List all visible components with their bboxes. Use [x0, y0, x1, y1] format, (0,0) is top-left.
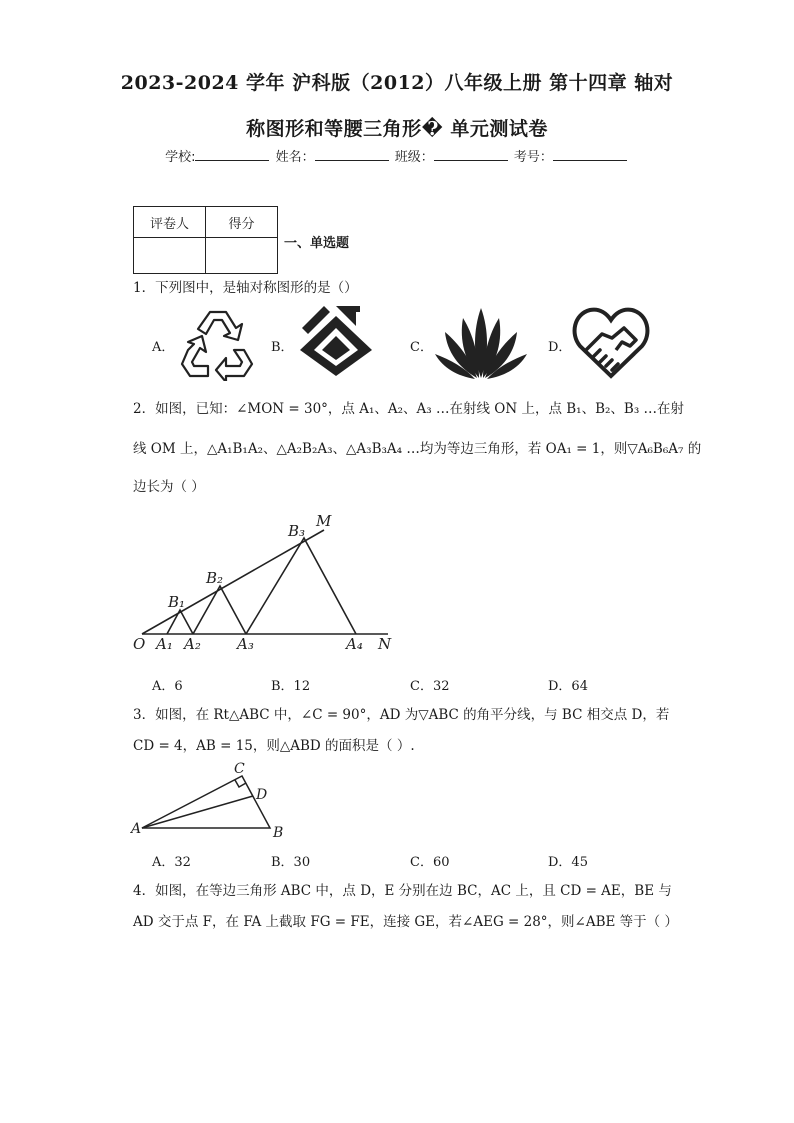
student-info-line: [0, 146, 794, 165]
q2-line2: 线 OM 上，△A₁B₁A₂、△A₂B₂A₃、△A₃B₃A₄ …均为等边三角形，若 OA₁ = 1，则▽A₆B₆A₇ 的: [133, 441, 702, 457]
q1-option-d-label: D．: [548, 340, 572, 355]
exam-number-blank[interactable]: [553, 148, 627, 161]
label-a: A: [131, 821, 142, 837]
q3-option-b[interactable]: B．30: [271, 855, 311, 870]
score-cell[interactable]: [206, 238, 278, 274]
triangle-3: [246, 538, 356, 634]
abstract-logo-icon: [298, 306, 376, 378]
q2-option-b[interactable]: B．12: [271, 679, 311, 694]
label-b2: B₂: [206, 569, 224, 587]
label-a4: A₄: [346, 635, 363, 653]
heart-handshake-icon: [572, 306, 650, 380]
label-c: C: [234, 761, 245, 777]
doc-title-line2: 称图形和等腰三角形� 单元测试卷: [246, 118, 548, 140]
q4-line2: AD 交于点 F，在 FA 上截取 FG = FE，连接 GE，若∠AEG = 28°，则∠ABE 等于（ ）: [133, 914, 678, 930]
label-d: D: [256, 787, 268, 803]
q3-option-c[interactable]: C．60: [410, 855, 450, 870]
q4-line1: 4．如图，在等边三角形 ABC 中，点 D，E 分别在边 BC，AC 上，且 CD = AE，BE 与: [133, 883, 672, 899]
label-n: N: [378, 635, 392, 653]
q1-option-a-label: A．: [152, 340, 175, 355]
class-blank[interactable]: [434, 148, 508, 161]
exam-number-label: 考号：: [513, 150, 553, 165]
label-a3: A₃: [237, 635, 254, 653]
name-blank[interactable]: [315, 148, 389, 161]
label-b3: B₃: [288, 522, 306, 540]
grader-cell[interactable]: [134, 238, 206, 274]
bisector-ad: [142, 796, 253, 828]
school-blank[interactable]: [195, 148, 269, 161]
school-label: 学校:: [165, 150, 196, 165]
q2-option-d[interactable]: D．64: [548, 679, 588, 694]
label-b1: B₁: [168, 593, 186, 611]
q2-option-a[interactable]: A．6: [152, 679, 183, 694]
q3-figure: [130, 758, 290, 842]
label-m: M: [316, 512, 332, 530]
name-label: 姓名：: [275, 150, 315, 165]
q3-line1: 3．如图，在 Rt△ABC 中，∠C = 90°，AD 为▽ABC 的角平分线，与 BC 相交点 D，若: [133, 707, 670, 723]
q1-option-b-label: B．: [271, 340, 294, 355]
triangle-abc: [142, 776, 270, 828]
q2-option-c[interactable]: C．32: [410, 679, 450, 694]
q3-line2: CD = 4，AB = 15，则△ABD 的面积是（ ）.: [133, 738, 415, 754]
score-header: 得分: [206, 207, 278, 238]
triangle-1: [167, 610, 193, 634]
q2-line1: 2．如图，已知：∠MON = 30°，点 A₁、A₂、A₃ …在射线 ON 上，点 B₁、B₂、B₃ …在射: [133, 401, 685, 417]
q1-stem: 1．下列图中，是轴对称图形的是（）: [133, 280, 358, 296]
grader-header: 评卷人: [134, 207, 206, 238]
q3-option-d[interactable]: D．45: [548, 855, 588, 870]
petal-logo-icon: [435, 306, 527, 380]
score-table: [133, 206, 278, 274]
q1-option-c-label: C．: [410, 340, 433, 355]
ray-om: [142, 530, 324, 634]
class-label: 班级：: [394, 150, 434, 165]
q2-figure: [130, 508, 400, 658]
section-heading: 一、单选题: [284, 236, 350, 251]
label-a1: A₁: [156, 635, 173, 653]
q2-line3: 边长为（ ）: [133, 479, 205, 495]
recycle-icon: [180, 306, 255, 381]
label-b: B: [273, 825, 284, 841]
label-a2: A₂: [184, 635, 201, 653]
triangle-2: [193, 586, 246, 634]
q3-option-a[interactable]: A．32: [152, 855, 191, 870]
doc-title-line1: 2023-2024 学年 沪科版（2012）八年级上册 第十四章 轴对: [120, 72, 674, 94]
label-o: O: [133, 635, 146, 653]
